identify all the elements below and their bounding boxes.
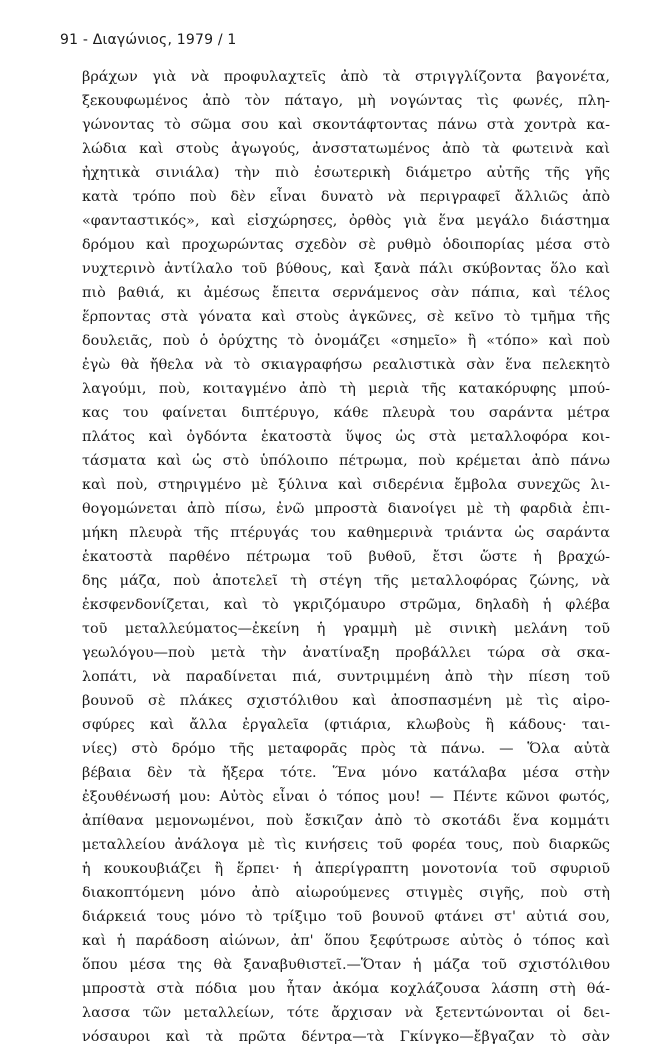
text-line: καὶ ἡ παράδοση αἰώνων, ἀπ' ὅπου ξεφύτρωσε αὐτὸς ὁ τόπος καὶ [82, 933, 610, 949]
text-line: ξεκουφωμένος ἀπὸ τὸν πάταγο, μὴ νογώντας τὶς φωνές, πλη- [82, 93, 610, 109]
text-line: θογομώνεται ἀπὸ πίσω, ἐνῶ μπροστὰ διανοίγει μὲ τὴ φαρδιὰ ἐπι- [82, 501, 610, 517]
text-line: λαγούμι, ποὺ, κοιταγμένο ἀπὸ τὴ μεριὰ τῆς κατακόρυφης μπού- [82, 381, 610, 397]
body-text [82, 65, 610, 1049]
text-line: διάρκειά τους μόνο τὸ τρίξιμο τοῦ βουνοῦ φτάνει στ' αὐτιά σου, [82, 909, 610, 925]
text-line: ἀπίθανα μεμονωμένοι, ποὺ ἔσκιζαν ἀπὸ τὸ σκοτάδι ἕνα κομμάτι [82, 813, 610, 829]
text-line: βουνοῦ σὲ πλάκες σχιστόλιθου καὶ ἀποσπασμένη μὲ τὶς αἰρο- [82, 693, 610, 709]
text-line: κας του φαίνεται διπτέρυγο, κάθε πλευρὰ του σαράντα μέτρα [82, 405, 610, 421]
text-line: νίες) στὸ δρόμο τῆς μεταφορᾶς πρὸς τὰ πάνω. — Ὅλα αὐτὰ [82, 741, 610, 757]
text-line: ἐξουθένωσή μου: Αὐτὸς εἶναι ὁ τόπος μου! — Πέντε κῶνοι φωτός, [82, 789, 610, 805]
text-line: κατὰ τρόπο ποὺ δὲν εἶναι δυνατὸ νὰ περιγραφεῖ ἄλλιῶς ἀπὸ [82, 189, 610, 205]
text-line: δρόμου καὶ προχωρώντας σχεδὸν σὲ ρυθμὸ ὁδοιπορίας μέσα στὸ [82, 237, 610, 253]
text-line: ἡ κουκουβιάζει ἢ ἕρπει· ἡ ἀπερίγραπτη μονοτονία τοῦ σφυριοῦ [82, 861, 610, 877]
text-line: καὶ ποὺ, στηριγμένο μὲ ξύλινα καὶ σιδερένια ἔμβολα συνεχῶς λι- [82, 477, 610, 493]
text-line: γώνοντας τὸ σῶμα σου καὶ σκοντάφτοντας πάνω στὰ χοντρὰ κα- [82, 117, 610, 133]
text-line: διακοπτόμενη μόνο ἀπὸ αἰωρούμενες στιγμὲς σιγῆς, ποὺ στὴ [82, 885, 610, 901]
text-line: μπροστὰ στὰ πόδια μου ἦταν ἀκόμα κοχλάζουσα λάσπη στὴ θά- [82, 981, 610, 997]
running-head: 91 - Διαγώνιος, 1979 / 1 [60, 32, 237, 48]
text-line: ἠχητικὰ σινιάλα) τὴν πιὸ ἐσωτερικὴ διάμετρο αὐτῆς τῆς γῆς [82, 165, 610, 181]
text-line: λώδια καὶ στοὺς ἀγωγούς, ἀνσστατωμένος ἀπὸ τὰ φωτεινὰ καὶ [82, 141, 610, 157]
text-line: μεταλλείου ἀνάλογα μὲ τὶς κινήσεις τοῦ φορέα τους, ποὺ διαρκῶς [82, 837, 610, 853]
text-line: νόσαυροι καὶ τὰ πρῶτα δέντρα—τὰ Γκίνγκο—ἔβγαζαν τὸ σὰν [82, 1029, 610, 1045]
text-line: μήκη πλευρὰ τῆς πτέρυγάς του καθημερινὰ τριάντα ὡς σαράντα [82, 525, 610, 541]
text-line: λασσα τῶν μεταλλείων, τότε ἄρχισαν νὰ ξετεντώνονται οἱ δει- [82, 1005, 610, 1021]
text-line: ἐγὼ θὰ ἤθελα νὰ τὸ σκιαγραφήσω ρεαλιστικὰ σὰν ἕνα πελεκητὸ [82, 357, 610, 373]
text-line: «φανταστικός», καὶ εἰσχώρησες, ὀρθὸς γιὰ ἕνα μεγάλο διάστημα [82, 213, 610, 229]
text-line: πλάτος καὶ ὀγδόντα ἑκατοστὰ ὕψος ὡς στὰ μεταλλοφόρα κοι- [82, 429, 610, 445]
text-line: τάσματα καὶ ὡς στὸ ὑπόλοιπο πέτρωμα, ποὺ κρέμεται ἀπὸ πάνω [82, 453, 610, 469]
text-line: λοπάτι, νὰ παραδίνεται πιά, συντριμμένη ἀπὸ τὴν πίεση τοῦ [82, 669, 610, 685]
text-line: σφύρες καὶ ἄλλα ἐργαλεῖα (φτιάρια, κλωβοὺς ἢ κάδους· ται- [82, 717, 610, 733]
text-line: βράχων γιὰ νὰ προφυλαχτεῖς ἀπὸ τὰ στριγγλίζοντα βαγονέτα, [82, 69, 610, 85]
text-line: τοῦ μεταλλεύματος—ἐκείνη ἡ γραμμὴ μὲ σινικὴ μελάνη τοῦ [82, 621, 610, 637]
text-line: δης μάζα, ποὺ ἀποτελεῖ τὴ στέγη τῆς μεταλλοφόρας ζώνης, νὰ [82, 573, 610, 589]
text-line: γεωλόγου—ποὺ μετὰ τὴν ἀνατίναξη προβάλλει τώρα σὰ σκα- [82, 645, 610, 661]
text-line: νυχτερινὸ ἀντίλαλο τοῦ βύθους, καὶ ξανὰ πάλι σκύβοντας ὅλο καὶ [82, 261, 610, 277]
text-line: πιὸ βαθιά, κι ἀμέσως ἔπειτα σερνάμενος σὰν πάπια, καὶ τέλος [82, 285, 610, 301]
text-line: ἕρποντας στὰ γόνατα καὶ στοὺς ἀγκῶνες, σὲ κεῖνο τὸ τμῆμα τῆς [82, 309, 610, 325]
text-line: δουλειᾶς, ποὺ ὁ ὀρύχτης τὸ ὀνομάζει «σημεῖο» ἢ «τόπο» καὶ ποὺ [82, 333, 610, 349]
text-line: ἐκσφενδονίζεται, καὶ τὸ γκριζόμαυρο στρῶμα, δηλαδὴ ἡ φλέβα [82, 597, 610, 613]
text-line: ἑκατοστὰ παρθένο πέτρωμα τοῦ βυθοῦ, ἔτσι ὥστε ἡ βραχώ- [82, 549, 610, 565]
text-line: βέβαια δὲν τὰ ἤξερα τότε. Ἕνα μόνο κατάλαβα μέσα στὴν [82, 765, 610, 781]
text-line: ὅπου μέσα της θὰ ξαναβυθιστεῖ.—Ὅταν ἡ μάζα τοῦ σχιστόλιθου [82, 957, 610, 973]
